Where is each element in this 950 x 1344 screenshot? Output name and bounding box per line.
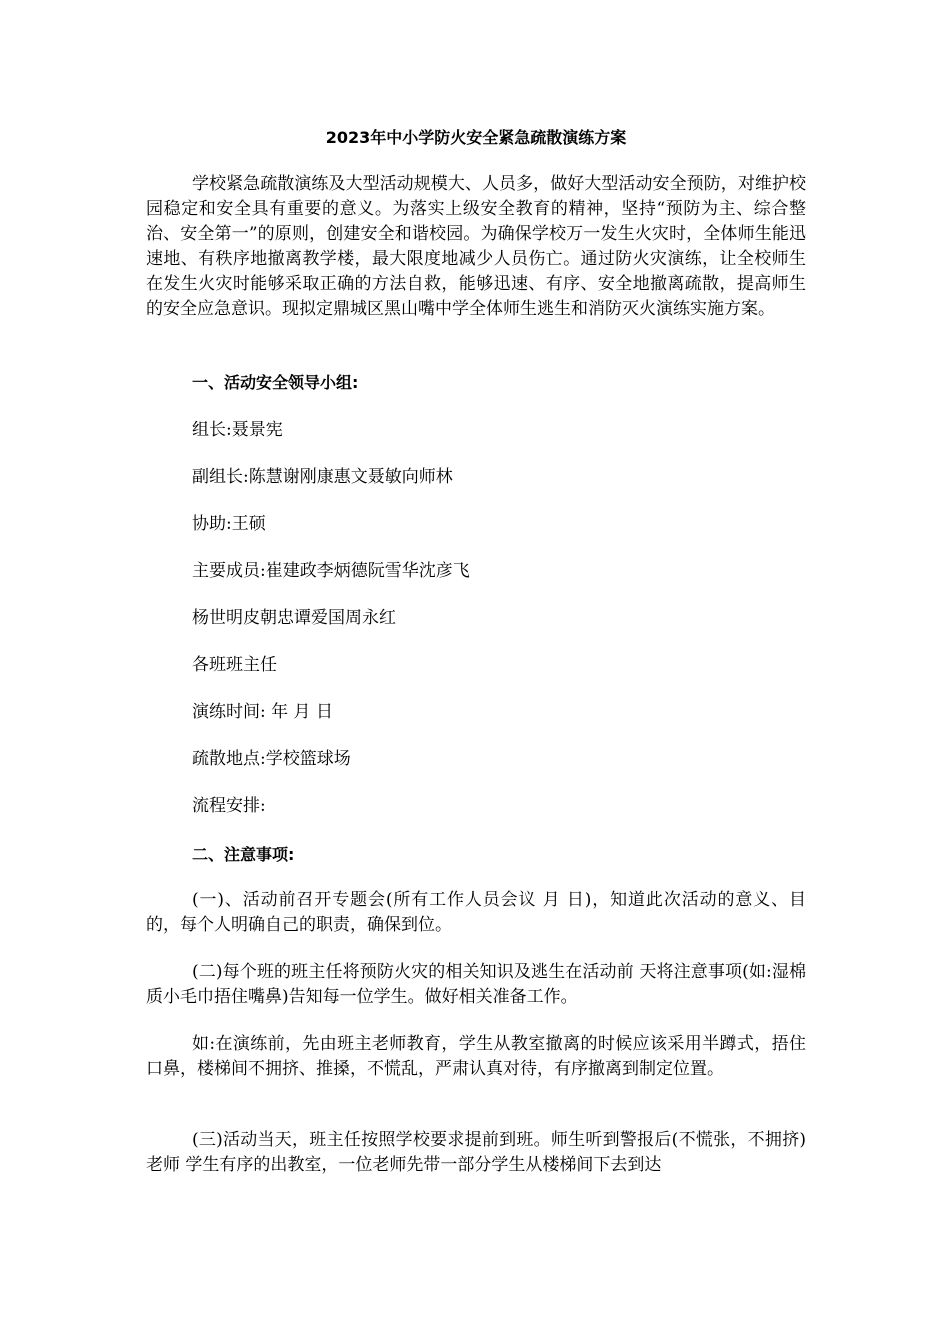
leader-line: 组长:聂景宪 bbox=[192, 420, 283, 440]
note-paragraph-1: (一)、活动前召开专题会(所有工作人员会议 月 日)，知道此次活动的意义、目的，每个人明确自己的职责，确保到位。 bbox=[146, 890, 806, 935]
note-paragraph-2: (二)每个班的班主任将预防火灾的相关知识及逃生在活动前 天将注意事项(如:湿棉质小毛巾捂住嘴鼻)告知每一位学生。做好相关准备工作。 bbox=[146, 962, 806, 1007]
assistant-line: 协助:王硕 bbox=[192, 514, 266, 534]
evacuation-site-line: 疏散地点:学校篮球场 bbox=[192, 749, 351, 769]
deputy-leader-line: 副组长:陈慧谢刚康惠文聂敏向师林 bbox=[192, 467, 453, 487]
note-paragraph-3: (三)活动当天，班主任按照学校要求提前到班。师生听到警报后(不慌张，不拥挤)老师 学生有序的出教室，一位老师先带一部分学生从楼梯间下去到达 bbox=[146, 1130, 806, 1175]
members-line: 主要成员:崔建政李炳德阮雪华沈彦飞 bbox=[192, 561, 470, 581]
section-heading-notes: 二、注意事项: bbox=[192, 845, 295, 864]
document-title: 2023年中小学防火安全紧急疏散演练方案 bbox=[325, 128, 627, 147]
drill-time-line: 演练时间: 年 月 日 bbox=[192, 702, 333, 722]
note-paragraph-example: 如:在演练前，先由班主老师教育，学生从教室撤离的时候应该采用半蹲式，捂住口鼻，楼梯间不拥挤、推搡，不慌乱，严肃认真对待，有序撤离到制定位置。 bbox=[146, 1034, 806, 1079]
members-line-continued: 杨世明皮朝忠谭爱国周永红 bbox=[192, 608, 396, 628]
section-heading-leadership: 一、活动安全领导小组: bbox=[192, 373, 359, 392]
intro-paragraph: 学校紧急疏散演练及大型活动规模大、人员多，做好大型活动安全预防，对维护校园稳定和安全具有重要的意义。为落实上级安全教育的精神，坚持“预防为主、综合整治、安全第一”的原则，创建安全和谐校园。为确保学校万一发生火灾时，全体师生能迅速地、有秩序地撤离教学楼，最大限度地减少人员伤亡。通过防火灾演练，让全校师生在发生火灾时能够采取正确的方法自救，能够迅速、有序、安全地撤离疏散，提高师生的安全应急意识。现拟定鼎城区黑山嘴中学全体师生逃生和消防灭火演练实施方案。 bbox=[146, 174, 806, 319]
procedure-line: 流程安排: bbox=[192, 796, 266, 816]
class-teachers-line: 各班班主任 bbox=[192, 655, 277, 675]
